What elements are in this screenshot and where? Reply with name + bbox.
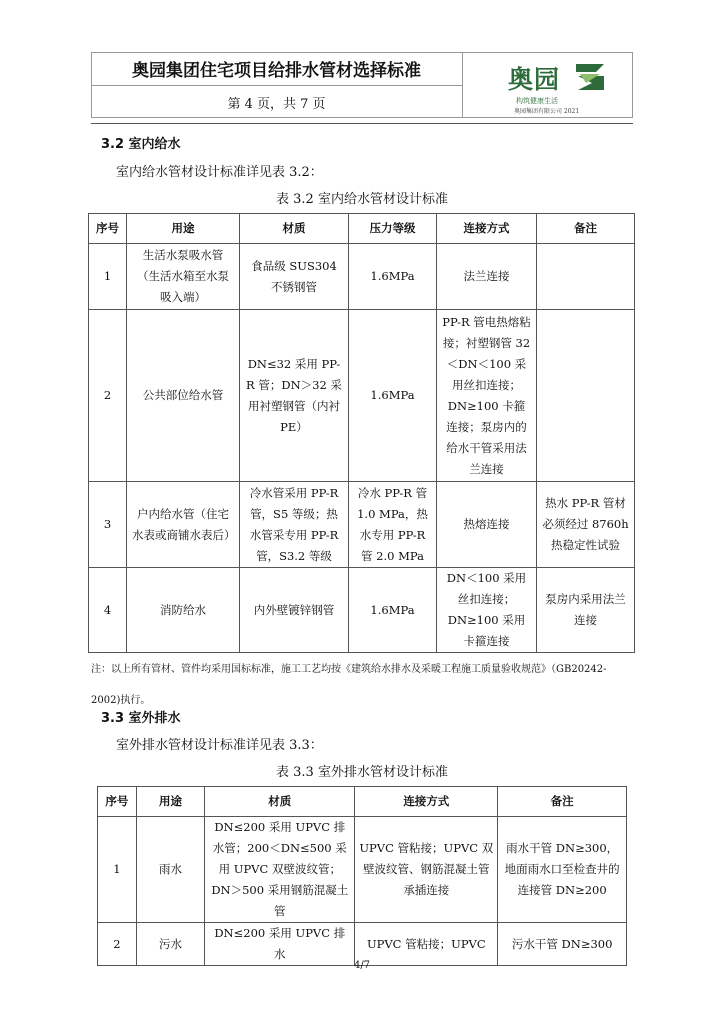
column-header: 用途	[127, 214, 240, 244]
table-row	[89, 482, 635, 568]
column-header: 序号	[89, 214, 127, 244]
cell-connection: UPVC 管粘接；UPVC 双壁波纹管、钢筋混凝土管承插连接	[355, 817, 498, 923]
table-header-row	[89, 214, 635, 244]
table-caption-3-2: 表 3.2 室内给水管材设计标准	[276, 192, 448, 207]
table-header-row	[98, 787, 627, 817]
section-intro-3-3: 室外排水管材设计标准详见表 3.3：	[116, 738, 323, 753]
cell-material: 食品级 SUS304 不锈钢管	[240, 244, 349, 310]
cell-pressure: 冷水 PP-R 管 1.0 MPa，热水专用 PP-R 管 2.0 MPa	[349, 482, 437, 568]
cell-remark: 污水干管 DN≥300	[498, 923, 627, 966]
table-row	[89, 568, 635, 653]
table-caption-3-3: 表 3.3 室外排水管材设计标准	[276, 765, 448, 780]
column-header: 备注	[498, 787, 627, 817]
table-row	[89, 244, 635, 310]
column-header: 材质	[205, 787, 355, 817]
column-header: 连接方式	[437, 214, 537, 244]
column-header: 材质	[240, 214, 349, 244]
cell-material: DN≤200 采用 UPVC 排水	[205, 923, 355, 966]
section-heading-3-2: 3.2 室内给水	[101, 137, 181, 152]
table-row	[89, 310, 635, 482]
cell-material: DN≤32 采用 PP-R 管；DN＞32 采用衬塑钢管（内衬 PE）	[240, 310, 349, 482]
header-divider	[91, 123, 633, 124]
column-header: 备注	[537, 214, 635, 244]
logo-mark-icon	[574, 62, 606, 92]
cell-no: 2	[98, 923, 137, 966]
company-logo	[470, 56, 630, 114]
table-row	[98, 817, 627, 923]
page-number: 4/7	[353, 960, 371, 971]
column-header: 压力等级	[349, 214, 437, 244]
cell-use: 生活水泵吸水管（生活水箱至水泵吸入端）	[127, 244, 240, 310]
cell-pressure: 1.6MPa	[349, 310, 437, 482]
table-3-3	[97, 786, 627, 966]
cell-no: 1	[98, 817, 137, 923]
logo-tagline: 构筑健康生活	[516, 97, 558, 105]
cell-connection: 法兰连接	[437, 244, 537, 310]
cell-use: 户内给水管（住宅水表或商铺水表后）	[127, 482, 240, 568]
cell-remark: 雨水干管 DN≥300，地面雨水口至检查井的连接管 DN≥200	[498, 817, 627, 923]
cell-connection: DN＜100 采用丝扣连接；DN≥100 采用卡箍连接	[437, 568, 537, 653]
cell-use: 消防给水	[127, 568, 240, 653]
cell-use: 公共部位给水管	[127, 310, 240, 482]
cell-connection: 热熔连接	[437, 482, 537, 568]
cell-no: 2	[89, 310, 127, 482]
cell-connection: UPVC 管粘接；UPVC	[355, 923, 498, 966]
logo-text: 奥园	[508, 65, 561, 94]
section-heading-3-3: 3.3 室外排水	[101, 711, 181, 726]
cell-remark: 泵房内采用法兰连接	[537, 568, 635, 653]
column-header: 用途	[136, 787, 204, 817]
column-header: 序号	[98, 787, 137, 817]
document-title: 奥园集团住宅项目给排水管材选择标准	[91, 52, 463, 86]
section-intro-3-2: 室内给水管材设计标准详见表 3.2：	[116, 165, 323, 180]
cell-no: 3	[89, 482, 127, 568]
logo-small-text: 奥园集团有限公司 2021	[514, 108, 580, 115]
column-header: 连接方式	[355, 787, 498, 817]
cell-connection: PP-R 管电热熔粘接；衬塑钢管 32＜DN＜100 采用丝扣连接；DN≥100 卡箍连接；泵房内的给水干管采用法兰连接	[437, 310, 537, 482]
table-3-2	[88, 213, 635, 653]
cell-use: 雨水	[136, 817, 204, 923]
cell-pressure: 1.6MPa	[349, 568, 437, 653]
cell-remark	[537, 244, 635, 310]
cell-material: 冷水管采用 PP-R 管，S5 等级；热水管采专用 PP-R 管，S3.2 等级	[240, 482, 349, 568]
cell-remark: 热水 PP-R 管材必须经过 8760h 热稳定性试验	[537, 482, 635, 568]
cell-material: DN≤200 采用 UPVC 排水管；200＜DN≤500 采用 UPVC 双壁波纹管；DN＞500 采用钢筋混凝土管	[205, 817, 355, 923]
cell-remark	[537, 310, 635, 482]
cell-use: 污水	[136, 923, 204, 966]
cell-material: 内外壁镀锌钢管	[240, 568, 349, 653]
cell-no: 4	[89, 568, 127, 653]
cell-pressure: 1.6MPa	[349, 244, 437, 310]
table-note: 注：以上所有管材、管件均采用国标标准，施工工艺均按《建筑给水排水及采暖工程施工质量验收规范》（GB20242-2002)执行。	[91, 664, 607, 706]
page-info: 第 4 页，共 7 页	[91, 86, 463, 118]
cell-no: 1	[89, 244, 127, 310]
